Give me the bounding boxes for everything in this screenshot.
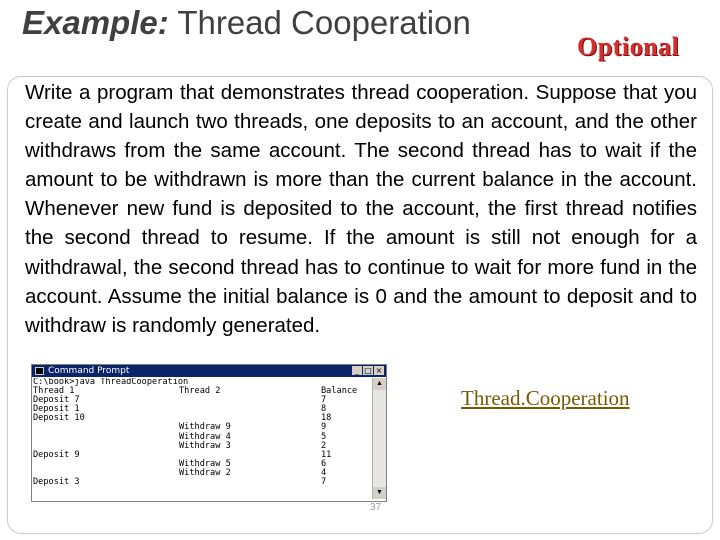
optional-badge: Optional <box>577 32 680 61</box>
thread-cooperation-link[interactable]: Thread.Cooperation <box>461 386 630 410</box>
console-cell: 6 <box>321 458 327 469</box>
window-controls <box>352 366 384 375</box>
console-cell: Withdraw 9 <box>179 422 231 433</box>
slide-title-example: Example: <box>22 4 169 41</box>
console-cell: Balance <box>321 386 358 397</box>
console-icon <box>35 367 44 375</box>
console-cell: 9 <box>321 422 327 433</box>
scroll-down-icon[interactable]: ▼ <box>373 487 386 499</box>
console-cell: 4 <box>321 467 327 478</box>
window-titlebar[interactable] <box>32 365 386 377</box>
console-scrollbar[interactable] <box>372 378 386 499</box>
console-cell: Deposit 3 <box>33 477 80 488</box>
console-cell: Deposit 7 <box>33 395 80 406</box>
console-cell: 8 <box>321 404 327 415</box>
minimize-icon[interactable]: _ <box>352 366 362 375</box>
console-cell: 18 <box>321 413 332 424</box>
console-cell: Deposit 1 <box>33 404 80 415</box>
console-cell: Withdraw 5 <box>179 458 231 469</box>
command-prompt-window[interactable] <box>31 364 387 502</box>
console-cell: 7 <box>321 477 327 488</box>
body-paragraph: Write a program that demonstrates thread cooperation. Suppose that you create and launch two threads, one deposits to an account, and the other withdraws from the same account. The second thread has to wait if the amount to be withdrawn is more than the current balance in the account. Whenever new fund is deposited to the account, the first thread notifies the second thread to resume. If the amount is still not enough for a withdrawal, the second thread has to continue to wait for more fund in the account. Assume the initial balance is 0 and the amount to deposit and to withdraw is randomly generated. <box>25 81 697 337</box>
console-cell: 2 <box>321 440 327 451</box>
console-cell: 5 <box>321 431 327 442</box>
page-number: 37 <box>370 502 382 513</box>
console-cell: Withdraw 4 <box>179 431 231 442</box>
console-cell: Withdraw 2 <box>179 467 231 478</box>
console-cell: Deposit 9 <box>33 449 80 460</box>
window-title: Command Prompt <box>48 366 130 376</box>
slide-title-text: Thread Cooperation <box>177 4 471 41</box>
console-cell: 11 <box>321 449 332 460</box>
console-cell: Deposit 10 <box>33 413 85 424</box>
close-icon[interactable]: × <box>375 366 383 375</box>
console-cell: 7 <box>321 395 327 406</box>
console-command-line: C:\book>java ThreadCooperation <box>33 378 189 387</box>
console-output <box>33 378 371 499</box>
slide-title <box>22 4 471 42</box>
maximize-icon[interactable]: □ <box>364 366 372 375</box>
console-cell: Thread 1 <box>33 386 75 397</box>
console-cell: Withdraw 3 <box>179 440 231 451</box>
console-cell: Thread 2 <box>179 386 221 397</box>
scroll-up-icon[interactable]: ▲ <box>373 378 386 390</box>
console-line <box>33 478 371 487</box>
